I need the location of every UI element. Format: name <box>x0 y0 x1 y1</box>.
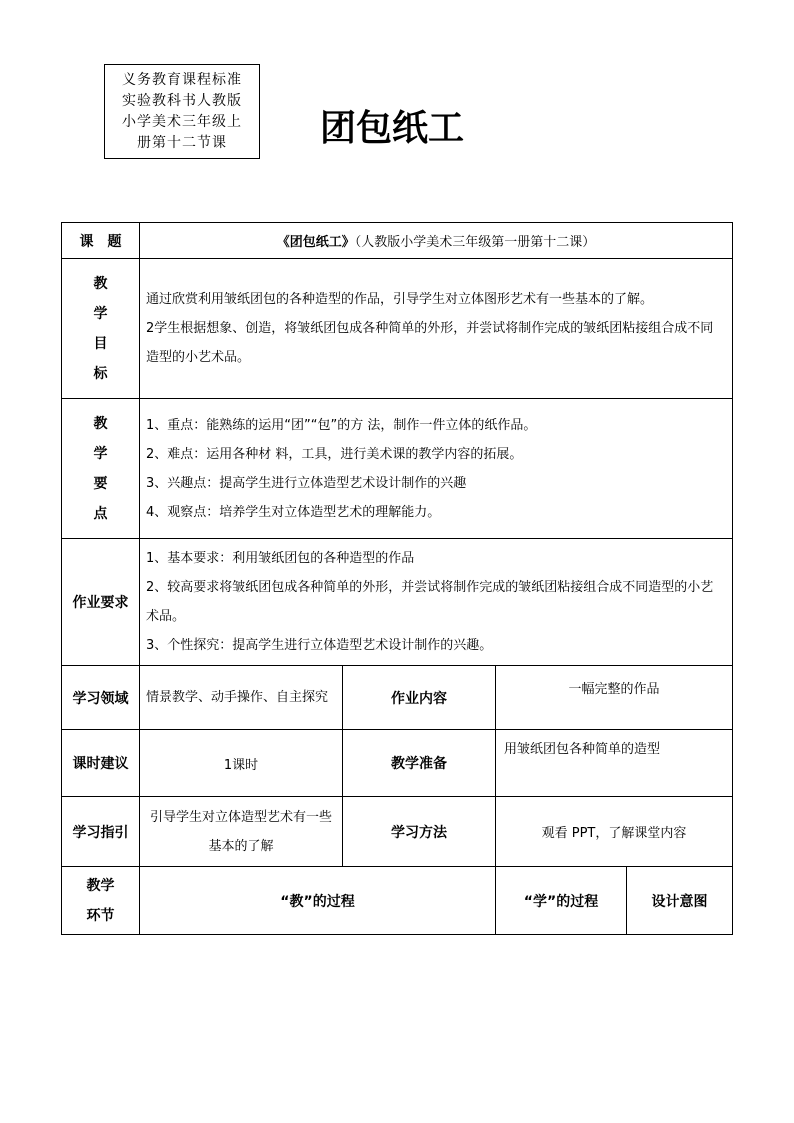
goals-content <box>140 259 733 399</box>
design-intent-header: 设计意图 <box>627 867 733 935</box>
key-points-label <box>62 399 140 539</box>
method-value: 观看 PPT，了解课堂内容 <box>496 797 733 867</box>
hours-row <box>62 730 733 797</box>
key-point-line: 3、兴趣点：提高学生进行立体造型艺术设计制作的兴趣 <box>146 475 467 491</box>
prep-label: 教学准备 <box>343 730 496 797</box>
guide-label: 学习指引 <box>62 797 140 867</box>
homework-content <box>140 539 733 666</box>
badge-line: 册第十二节课 <box>137 134 227 151</box>
domain-value <box>140 666 343 730</box>
key-point-line: 2、难点：运用各种材 料，工具，进行美术课的教学内容的拓展。 <box>146 446 523 462</box>
badge-line: 义务教育课程标准 <box>122 71 242 88</box>
hours-label: 课时建议 <box>62 730 140 797</box>
topic-value <box>140 223 733 259</box>
guide-value <box>140 797 343 867</box>
domain-text: 情景教学、动手操作、自主探究 <box>146 689 329 705</box>
method-label: 学习方法 <box>343 797 496 867</box>
topic-row <box>62 223 733 259</box>
badge-line: 实验教科书人教版 <box>122 92 242 109</box>
learn-process-header: “学”的过程 <box>496 867 627 935</box>
process-label <box>62 867 140 935</box>
process-label-line: 环节 <box>86 907 115 924</box>
lesson-plan-table <box>61 222 733 935</box>
homework-content-label: 作业内容 <box>343 666 496 730</box>
topic-label: 课 题 <box>62 223 140 259</box>
guide-text: 引导学生对立体造型艺术有一些基本的了解 <box>149 809 332 854</box>
process-row <box>62 867 733 935</box>
key-point-line: 4、观察点：培养学生对立体造型艺术的理解能力。 <box>146 504 441 520</box>
goals-label-char: 目 <box>93 335 108 352</box>
badge-line: 小学美术三年级上 <box>122 113 242 130</box>
domain-label: 学习领域 <box>62 666 140 730</box>
goals-row <box>62 259 733 399</box>
page-title: 团包纸工 <box>320 107 465 149</box>
homework-row <box>62 539 733 666</box>
homework-line: 2、较高要求将皱纸团包成各种简单的外形，并尝试将制作完成的皱纸团粘接组合成不同造型的小艺术品。 <box>146 580 714 624</box>
homework-line: 1、基本要求：利用皱纸团包的各种造型的作品 <box>146 551 415 566</box>
key-points-label-char: 教 <box>93 415 108 432</box>
key-points-label-char: 要 <box>93 475 108 492</box>
teach-process-header: “教”的过程 <box>140 867 496 935</box>
course-badge <box>104 64 260 159</box>
homework-label: 作业要求 <box>62 539 140 666</box>
key-points-label-char: 学 <box>93 445 108 462</box>
goal-line: 2学生根据想象、创造，将皱纸团包成各种简单的外形，并尝试将制作完成的皱纸团粘接组合成不同造型的小艺术品。 <box>146 321 714 365</box>
homework-line: 3、个性探究：提高学生进行立体造型艺术设计制作的兴趣。 <box>146 638 493 653</box>
guide-row <box>62 797 733 867</box>
goal-line: 通过欣赏利用皱纸团包的各种造型的作品，引导学生对立体图形艺术有一些基本的了解。 <box>146 292 654 307</box>
goals-label-char: 学 <box>93 305 108 322</box>
hours-value: 1课时 <box>140 730 343 797</box>
goals-label <box>62 259 140 399</box>
key-points-label-char: 点 <box>93 505 108 522</box>
goals-label-char: 教 <box>93 275 108 292</box>
topic-title: 《团包纸工》 <box>276 235 355 250</box>
key-point-line: 1、重点：能熟练的运用“团”“包”的方 法，制作一件立体的纸作品。 <box>146 417 537 433</box>
key-points-row <box>62 399 733 539</box>
topic-source: （人教版小学美术三年级第一册第十二课） <box>354 235 596 250</box>
domain-row <box>62 666 733 730</box>
goals-label-char: 标 <box>93 365 108 382</box>
homework-content-value: 一幅完整的作品 <box>496 666 733 730</box>
key-points-content <box>140 399 733 539</box>
process-label-line: 教学 <box>86 877 115 894</box>
prep-value: 用皱纸团包各种简单的造型 <box>496 730 733 797</box>
